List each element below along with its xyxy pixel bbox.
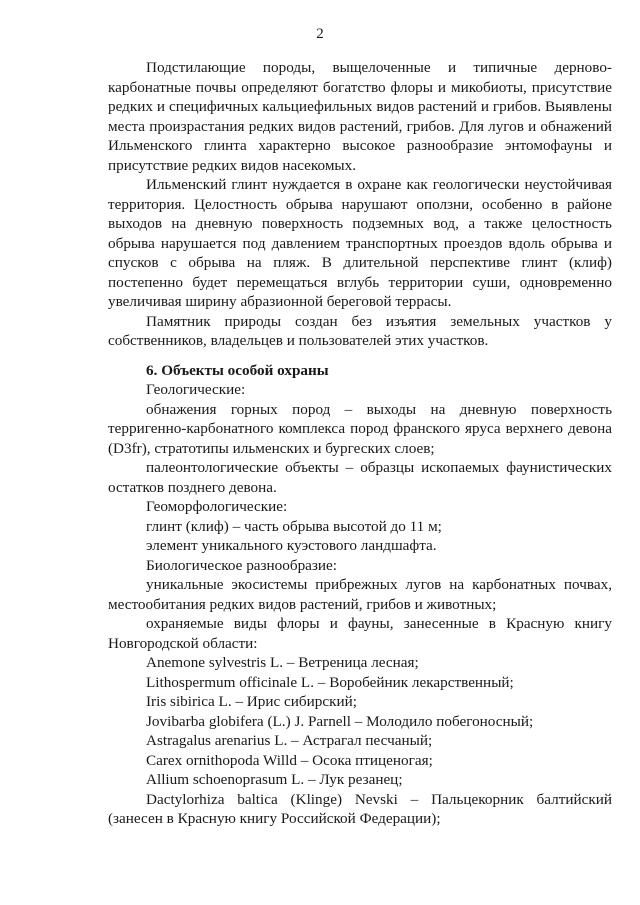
paragraph-land-use: Памятник природы создан без изъятия земельных участков у собственников, владельцев и пользователей этих участков. <box>108 312 612 349</box>
species-item: Dactylorhiza baltica (Klinge) Nevski – Пальцекорник балтийский (занесен в Красную книгу Российской Федерации); <box>108 790 612 827</box>
species-item: Astragalus arenarius L. – Астрагал песчаный; <box>146 732 433 749</box>
geomorph-item: элемент уникального куэстового ландшафта. <box>146 537 437 554</box>
page-number: 2 <box>316 26 324 42</box>
geological-item: палеонтологические объекты – образцы ископаемых фаунистических остатков позднего девона. <box>108 459 612 496</box>
geological-label: Геологические: <box>146 381 246 398</box>
geomorph-label: Геоморфологические: <box>146 498 288 515</box>
paragraph-glint-protection: Ильменский глинт нуждается в охране как геологически неустойчивая территория. Целостность обрыва нарушают оползни, особенно в районе выходов на дневную поверхность подземных вод, а также целостность обрыва нарушается под давлением транспортных проездов вдоль обрыва и спусков с обрыва на пляж. В длительной перспективе глинт (клиф) постепенно будет перемещаться вглубь территории суши, одновременно увеличивая ширину абразионной береговой террасы. <box>108 176 612 310</box>
species-item: Carex ornithopoda Willd – Осока птиценогая; <box>146 751 433 769</box>
bio-item: охраняемые виды флоры и фауны, занесенные в Красную книгу Новгородской области: <box>108 615 612 652</box>
species-item: Anemone sylvestris L. – Ветреница лесная; <box>146 654 419 671</box>
section-heading: 6. Объекты особой охраны <box>146 361 329 379</box>
species-item: Jovibarba globifera (L.) J. Parnell – Молодило побегоносный; <box>146 712 534 730</box>
geological-item: обнажения горных пород – выходы на дневную поверхность терригенно-карбонатного комплекса пород франского яруса верхнего девона (D3fr), стратотипы ильменских и бургеских слоев; <box>108 400 612 457</box>
species-item: Allium schoenoprasum L. – Лук резанец; <box>146 771 403 788</box>
geomorph-item: глинт (клиф) – часть обрыва высотой до 11 м; <box>146 517 442 535</box>
paragraph-soils: Подстилающие породы, выщелоченные и типичные дерново-карбонатные почвы определяют богатство флоры и микобиоты, присутствие редких и специфичных кальциефильных видов растений и грибов. Выявлены места произрастания редких видов растений, грибов. Для лугов и обнажений Ильменского глинта характерно высокое разнообразие энтомофауны и присутствие редких видов насекомых. <box>108 59 612 174</box>
species-item: Lithospermum officinale L. – Воробейник лекарственный; <box>146 673 514 691</box>
species-item: Iris sibirica L. – Ирис сибирский; <box>146 693 357 710</box>
bio-label: Биологическое разнообразие: <box>146 556 337 574</box>
document-body <box>108 58 612 829</box>
bio-item: уникальные экосистемы прибрежных лугов на карбонатных почвах, местообитания редких видов растений, грибов и животных; <box>108 576 612 613</box>
